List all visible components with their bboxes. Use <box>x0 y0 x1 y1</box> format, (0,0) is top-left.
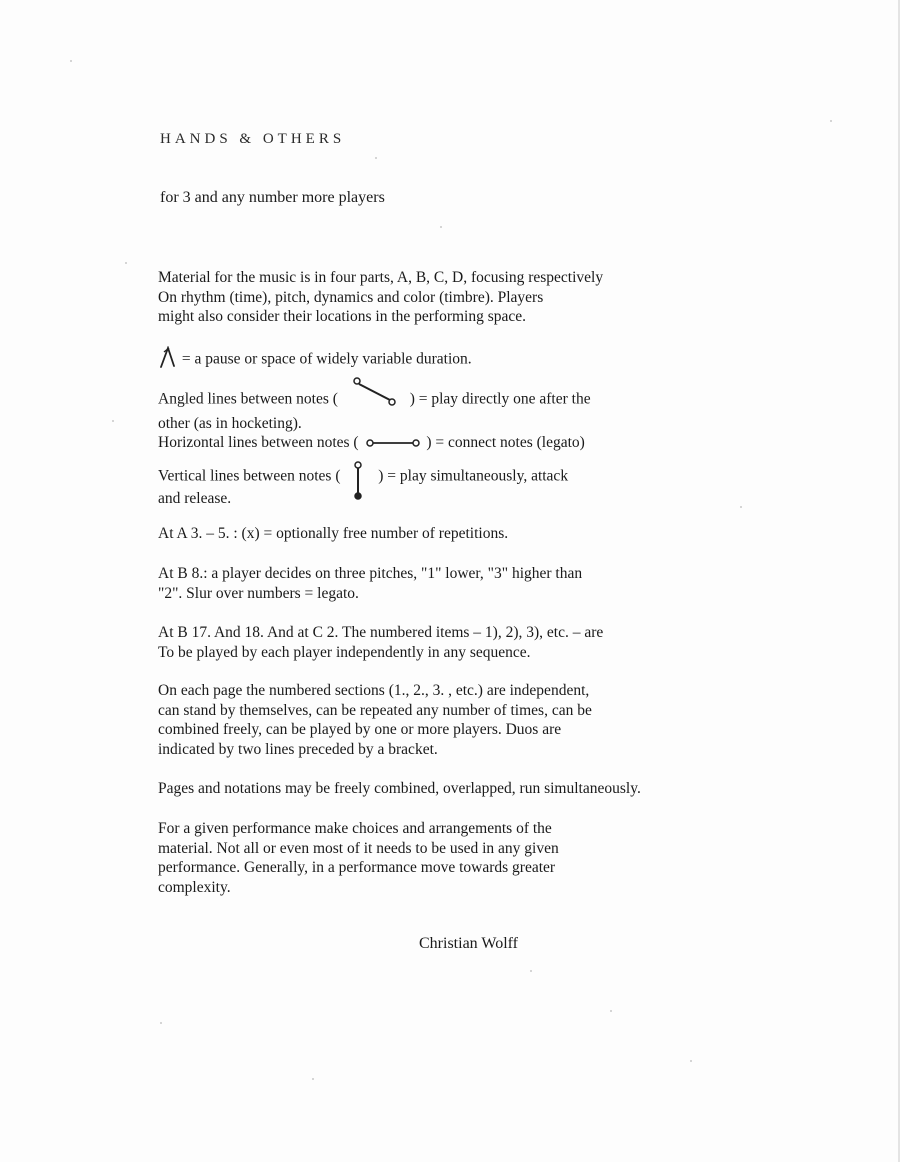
angled-lines-icon <box>350 386 400 414</box>
scan-speck <box>690 1060 692 1062</box>
scan-speck <box>160 1022 162 1024</box>
performance-paragraph <box>158 819 559 897</box>
numbered-items-line: At B 17. And 18. And at C 2. The numbered items – 1), 2), 3), etc. – are <box>158 624 604 641</box>
vertical-line-2: and release. <box>158 489 232 507</box>
pitches-line: At B 8.: a player decides on three pitches, "1" lower, "3" higher than <box>158 565 583 582</box>
scan-speck <box>440 226 442 228</box>
sections-line: indicated by two lines preceded by a bracket. <box>158 740 438 758</box>
angled-lines-paragraph <box>158 386 591 453</box>
pause-symbol-icon <box>158 346 178 374</box>
scan-speck <box>70 60 72 62</box>
pause-text: = a pause or space of widely variable duration. <box>181 350 472 368</box>
angled-line-2: other (as in hocketing). <box>158 414 302 432</box>
horizontal-prefix: Horizontal lines between notes ( <box>158 434 359 451</box>
performance-line: performance. Generally, in a performance move towards greater <box>158 859 556 876</box>
pages-paragraph: Pages and notations may be freely combined, overlapped, run simultaneously. <box>158 780 641 797</box>
scan-speck <box>112 420 114 422</box>
sections-line: combined freely, can be played by one or more players. Duos are <box>158 721 562 738</box>
sections-paragraph <box>158 681 592 759</box>
scan-speck <box>740 506 742 508</box>
scan-speck <box>610 1010 612 1012</box>
material-paragraph <box>158 268 603 327</box>
scan-speck <box>530 970 532 972</box>
scan-speck <box>125 262 127 264</box>
material-line: Material for the music is in four parts, A, B, C, D, focusing respectively <box>158 269 604 286</box>
horizontal-suffix: ) = connect notes (legato) <box>426 434 585 451</box>
subtitle: for 3 and any number more players <box>160 189 385 206</box>
scan-speck <box>375 157 377 159</box>
performance-line: For a given performance make choices and arrangements of the <box>158 820 552 837</box>
vertical-lines-icon <box>352 465 364 489</box>
pitches-line: "2". Slur over numbers = legato. <box>158 584 359 602</box>
horizontal-lines-icon <box>366 434 420 454</box>
sections-line: can stand by themselves, can be repeated any number of times, can be <box>158 701 592 719</box>
material-line: might also consider their locations in the performing space. <box>158 308 527 325</box>
repetitions-paragraph: At A 3. – 5. : (x) = optionally free number of repetitions. <box>158 525 509 542</box>
page-title: HANDS & OTHERS <box>160 131 346 147</box>
angled-prefix: Angled lines between notes ( <box>158 390 338 408</box>
numbered-items-line: To be played by each player independently in any sequence. <box>158 643 531 661</box>
scan-speck <box>830 120 832 122</box>
performance-line: material. Not all or even most of it needs to be used in any given <box>158 839 559 857</box>
numbered-items-paragraph <box>158 623 603 662</box>
signature: Christian Wolff <box>419 935 519 952</box>
pause-paragraph <box>158 346 472 374</box>
vertical-lines-paragraph <box>158 465 568 508</box>
angled-suffix: ) = play directly one after the <box>409 390 591 408</box>
performance-line: complexity. <box>158 878 231 896</box>
pitches-paragraph <box>158 564 582 603</box>
sections-line: On each page the numbered sections (1., 2., 3. , etc.) are independent, <box>158 682 590 699</box>
vertical-prefix: Vertical lines between notes ( <box>158 467 341 485</box>
material-line: On rhythm (time), pitch, dynamics and color (timbre). Players <box>158 288 544 306</box>
vertical-suffix: ) = play simultaneously, attack <box>378 467 569 485</box>
scan-speck <box>312 1078 314 1080</box>
